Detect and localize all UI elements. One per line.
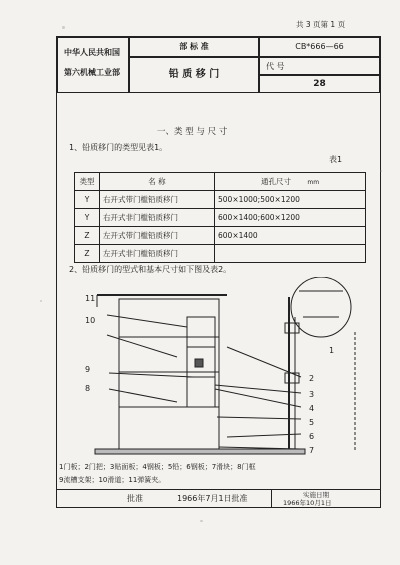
th-type: 类型 [75, 173, 100, 191]
section1-intro: 1、铅质移门的类型见表1。 [69, 143, 168, 152]
legend-line1: 1门板；2门把；3贴面板；4钢板；5铅；6钢板；7滑块；8门框 [59, 463, 256, 471]
std-no-cell [259, 37, 380, 57]
table-header-row [75, 173, 366, 191]
table-row [75, 209, 366, 227]
callout-4: 4 [309, 404, 315, 413]
row-size [215, 245, 366, 263]
door-drawing [77, 277, 367, 457]
footer-divider [271, 490, 272, 507]
th-size-label: 通孔尺寸 [260, 177, 291, 186]
th-name: 名 称 [100, 173, 215, 191]
footer-row [56, 489, 381, 508]
effective-label: 实施日期 [303, 491, 329, 499]
section1-heading: 一、类 型 与 尺 寸 [157, 127, 228, 137]
row-size: 500×1000;500×1200 [215, 191, 366, 209]
th-unit: mm [307, 179, 320, 186]
authority-line2: 第六机械工业部 [64, 68, 120, 77]
table-row [75, 227, 366, 245]
row-size: 600×1400;600×1200 [215, 209, 366, 227]
scan-speck [40, 300, 42, 302]
doc-type-cell [129, 37, 259, 57]
document-title: 铅 质 移 门 [168, 69, 220, 80]
callout-7: 7 [309, 446, 315, 455]
callout-2: 2 [309, 374, 315, 383]
callout-6: 6 [309, 432, 315, 441]
callout-3: 3 [309, 390, 315, 399]
callout-8: 8 [85, 384, 91, 393]
row-type: Z [75, 245, 100, 263]
doc-type: 部 标 准 [179, 42, 209, 51]
row-type: Y [75, 209, 100, 227]
title-cell [129, 57, 259, 93]
callout-11: 11 [85, 294, 96, 303]
th-size [215, 173, 366, 191]
legend-line2: 9流槽支架；10滑道；11弹簧夹。 [59, 476, 166, 484]
callout-1: 1 [329, 346, 335, 355]
row-type: Z [75, 227, 100, 245]
callout-10: 10 [85, 316, 96, 325]
row-size: 600×1400 [215, 227, 366, 245]
scan-speck [200, 520, 203, 522]
code-value: 28 [313, 79, 326, 89]
table-label: 表1 [329, 155, 343, 164]
scan-speck [380, 170, 382, 172]
standard-sheet [56, 36, 381, 508]
row-type: Y [75, 191, 100, 209]
code-label-cell [259, 57, 380, 75]
row-name: 右开式非门槛铅质移门 [100, 209, 215, 227]
authority-cell [57, 37, 129, 93]
callout-5: 5 [309, 418, 315, 427]
code-label: 代 号 [266, 62, 285, 71]
issue-date: 1966年7月1日批准 [177, 494, 248, 503]
standard-number: CB*666—66 [295, 42, 344, 51]
effective-date: 1966年10月1日 [283, 499, 332, 507]
row-name: 右开式带门槛铅质移门 [100, 191, 215, 209]
row-name: 左开式带门槛铅质移门 [100, 227, 215, 245]
table-row [75, 191, 366, 209]
scan-speck [62, 26, 65, 29]
table-row [75, 245, 366, 263]
code-value-cell [259, 75, 380, 93]
row-name: 左开式非门槛铅质移门 [100, 245, 215, 263]
approved-label: 批准 [127, 494, 143, 503]
header-block [57, 37, 380, 122]
section2-intro: 2、铅质移门的型式和基本尺寸如下图及表2。 [69, 265, 232, 274]
authority-line1: 中华人民共和国 [64, 48, 120, 57]
page-marker: 共 3 页第 1 页 [296, 20, 346, 29]
callout-9: 9 [85, 365, 91, 374]
door-type-table [74, 172, 366, 263]
